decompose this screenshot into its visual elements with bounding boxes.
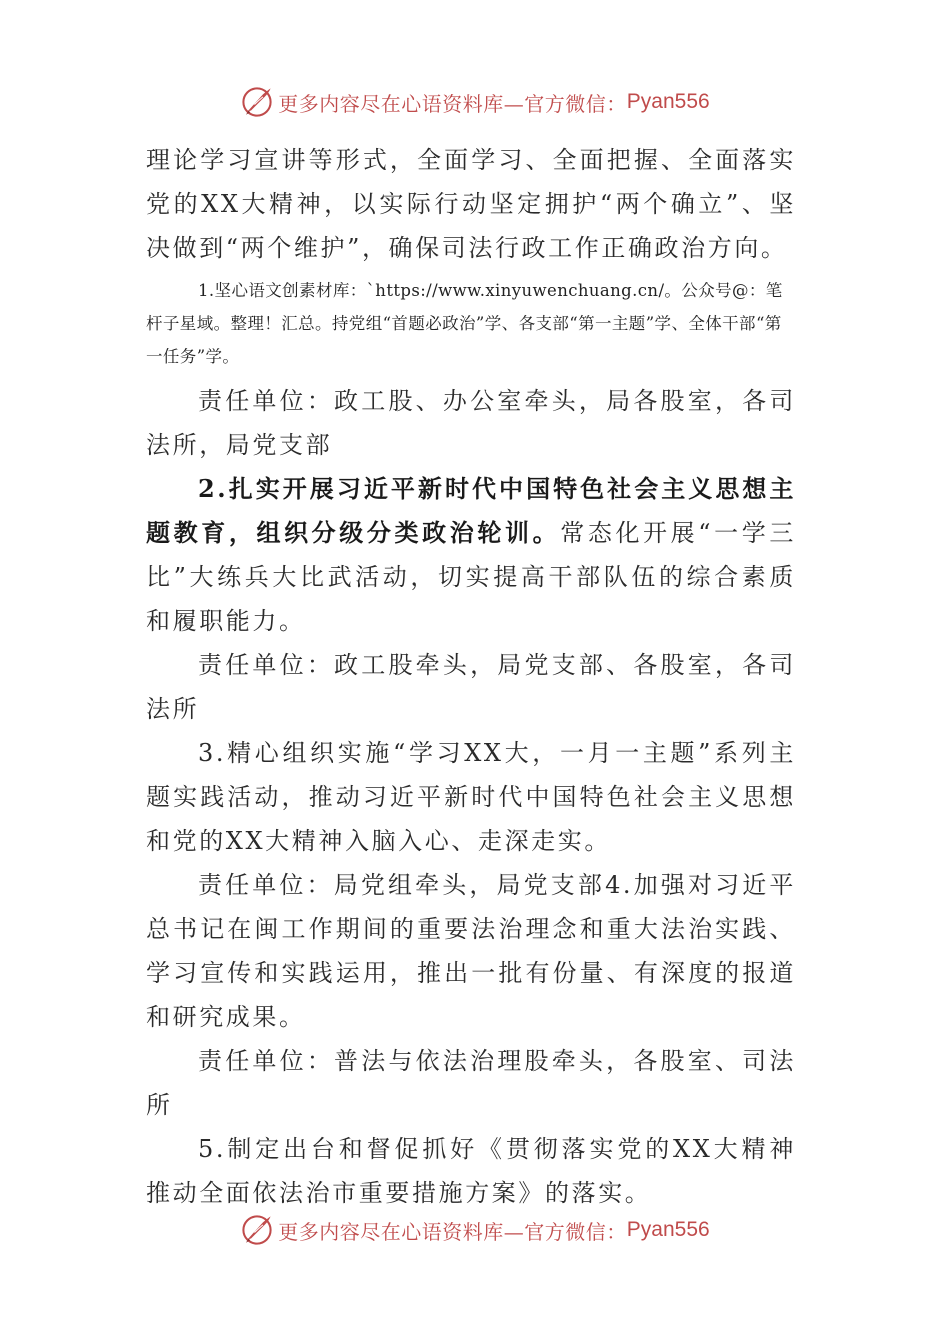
item-2 <box>146 467 796 643</box>
header-banner <box>0 82 950 122</box>
responsible-unit-2: 责任单位：政工股牵头，局党支部、各股室，各司法所 <box>146 651 796 723</box>
banner-text: 更多内容尽在心语资料库—官方微信： <box>278 91 627 116</box>
item-5: 5.制定出台和督促抓好《贯彻落实党的XX大精神推动全面依法治市重要措施方案》的落实。 <box>146 1135 796 1207</box>
document-body <box>146 138 796 1215</box>
paragraph-1: 理论学习宣讲等形式，全面学习、全面把握、全面落实党的XX大精神，以实际行动坚定拥护“两个确立”、坚决做到“两个维护”，确保司法行政工作正确政治方向。 <box>146 146 796 262</box>
wechat-id: Pyan556 <box>626 1218 710 1241</box>
footer-banner <box>0 1210 950 1250</box>
responsible-unit-1: 责任单位：政工股、办公室牵头，局各股室，各司法所，局党支部 <box>146 387 796 459</box>
wechat-id: Pyan556 <box>626 90 710 113</box>
quill-pen-logo-icon <box>240 85 274 119</box>
item-3: 3.精心组织实施“学习XX大，一月一主题”系列主题实践活动，推动习近平新时代中国特色社会主义思想和党的XX大精神入脑入心、走深走实。 <box>146 739 796 855</box>
banner-text: 更多内容尽在心语资料库—官方微信： <box>278 1219 627 1244</box>
responsible-unit-3-and-item-4: 责任单位：局党组牵头，局党支部4.加强对习近平总书记在闽工作期间的重要法治理念和重大法治实践、学习宣传和实践运用，推出一批有份量、有深度的报道和研究成果。 <box>146 871 796 1031</box>
source-note: 1.坚心语文创素材库：`https://www.xinyuwenchuang.cn/。公众号@：笔杆子星域。整理！汇总。持党组“首题必政治”学、各支部“第一主题”学、全体干部“第一任务”学。 <box>146 281 783 366</box>
item-2-body: 常态化开展“一学三比”大练兵大比武活动，切实提高干部队伍的综合素质和履职能力。 <box>146 519 797 635</box>
item-2-heading: 2.扎实开展习近平新时代中国特色社会主义思想主题教育，组织分级分类政治轮训。 <box>146 474 796 547</box>
responsible-unit-4: 责任单位：普法与依法治理股牵头，各股室、司法所 <box>146 1047 796 1119</box>
quill-pen-logo-icon <box>240 1213 274 1247</box>
